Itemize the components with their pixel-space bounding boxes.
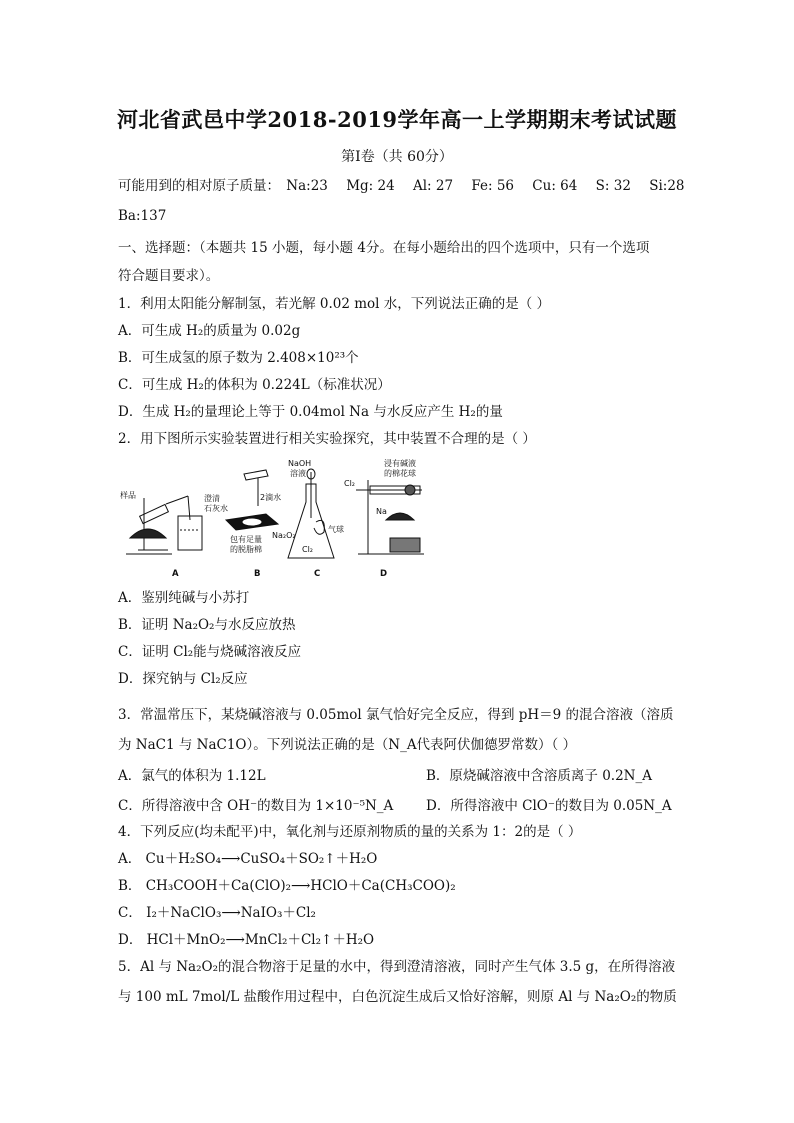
atomic-mass-item: Mg: 24: [346, 178, 395, 194]
atomic-mass-item: Si:28: [649, 178, 685, 194]
q4-option-c: C． I₂＋NaClO₃⟶NaIO₃＋Cl₂: [118, 905, 316, 921]
atomic-mass-item: S: 32: [595, 178, 631, 194]
q1-stem: 1．利用太阳能分解制氢，若光解 0.02 mol 水，下列说法正确的是（ ）: [118, 296, 551, 312]
atomic-mass-item: Cu: 64: [532, 178, 578, 194]
q2-option-d: D．探究钠与 Cl₂反应: [118, 671, 248, 687]
q3-stem-2: 为 NaC1 与 NaC1O）。下列说法正确的是（N_A代表阿伏伽德罗常数）（ ）: [118, 737, 577, 753]
label-d: D: [380, 569, 388, 579]
label-b: B: [254, 569, 261, 579]
q1-option-d: D．生成 H₂的量理论上等于 0.04mol Na 与水反应产生 H₂的量: [118, 404, 503, 420]
q1-option-c: C．可生成 H₂的体积为 0.224L（标准状况）: [118, 377, 391, 393]
q2-apparatus-figure: [118, 458, 448, 582]
apparatus-d: [356, 480, 424, 554]
d-cotton-label-2: 的棉花球: [384, 469, 416, 478]
q5-line-2: 与 100 mL 7mol/L 盐酸作用过程中，白色沉淀生成后又恰好溶解，则原 Al 与 Na₂O₂的物质: [118, 989, 677, 1005]
q5-line-1: 5．Al 与 Na₂O₂的混合物溶于足量的水中，得到澄清溶液，同时产生气体 3.5 g，在所得溶液: [118, 959, 676, 975]
b-cotton-label-1: 包有足量: [230, 535, 262, 544]
atomic-masses-label: 可能用到的相对原子质量：: [118, 178, 280, 194]
atomic-mass-item: Al: 27: [412, 178, 454, 194]
page-subtitle: 第Ⅰ卷（共 60分）: [341, 149, 453, 165]
atomic-mass-item: Fe: 56: [471, 178, 514, 194]
q4-option-a: A． Cu＋H₂SO₄⟶CuSO₄＋SO₂↑＋H₂O: [118, 851, 378, 867]
q4-stem: 4．下列反应(均未配平)中，氧化剂与还原剂物质的量的关系为 1：2的是（ ）: [118, 824, 582, 840]
q3-option-a: A．氯气的体积为 1.12L: [118, 768, 266, 784]
q2-option-c: C．证明 Cl₂能与烧碱溶液反应: [118, 644, 302, 660]
b-cotton-label-2: 的脱脂棉: [230, 545, 262, 554]
d-cotton-label-1: 浸有碱液: [384, 459, 416, 468]
q4-option-d: D． HCl＋MnO₂⟶MnCl₂＋Cl₂↑＋H₂O: [118, 932, 375, 948]
atomic-mass-extra: Ba:137: [118, 208, 167, 224]
atomic-mass-item: Na:23: [286, 178, 328, 194]
apparatus-a: [126, 496, 202, 554]
q3-option-c: C．所得溶液中含 OH⁻的数目为 1×10⁻⁵N_A: [118, 798, 394, 814]
atomic-masses-line: [118, 176, 699, 196]
a-sample-label: 样品: [120, 491, 136, 500]
d-cl2-label: Cl₂: [344, 479, 356, 488]
q3-stem-1: 3．常温常压下，某烧碱溶液与 0.05mol 氯气恰好完全反应，得到 pH＝9 的混合溶液（溶质: [118, 707, 674, 723]
c-cl2-label: Cl₂: [302, 545, 314, 554]
a-limewater-label-2: 石灰水: [204, 504, 228, 513]
q2-option-b: B．证明 Na₂O₂与水反应放热: [118, 617, 296, 633]
label-c: C: [314, 569, 321, 579]
q2-stem: 2．用下图所示实验装置进行相关实验探究，其中装置不合理的是（ ）: [118, 431, 536, 447]
q3-option-b: B．原烧碱溶液中含溶质离子 0.2N_A: [426, 768, 652, 784]
section-heading-1: 一、选择题：（本题共 15 小题，每小题 4分。在每小题给出的四个选项中，只有一个选项: [118, 240, 650, 256]
q4-option-b: B． CH₃COOH＋Ca(ClO)₂⟶HClO＋Ca(CH₃COO)₂: [118, 878, 456, 894]
label-a: A: [172, 569, 179, 579]
q3-option-d: D．所得溶液中 ClO⁻的数目为 0.05N_A: [426, 798, 672, 814]
c-naoh-label-1: NaOH: [288, 459, 312, 468]
apparatus-diagram: [118, 458, 448, 582]
b-na2o2-label: Na₂O₂: [272, 531, 296, 540]
c-naoh-label-2: 溶液: [290, 469, 306, 478]
c-balloon-label: 气球: [328, 525, 344, 534]
b-water-label: 2滴水: [260, 493, 282, 502]
d-na-label: Na: [376, 507, 387, 516]
a-limewater-label-1: 澄清: [204, 494, 220, 503]
page-title: 河北省武邑中学2018-2019学年高一上学期期末考试试题: [116, 107, 678, 132]
section-heading-2: 符合题目要求）。: [118, 268, 220, 284]
q1-option-a: A．可生成 H₂的质量为 0.02g: [118, 323, 301, 339]
q2-option-a: A．鉴别纯碱与小苏打: [118, 590, 250, 606]
q1-option-b: B．可生成氢的原子数为 2.408×10²³个: [118, 350, 359, 366]
